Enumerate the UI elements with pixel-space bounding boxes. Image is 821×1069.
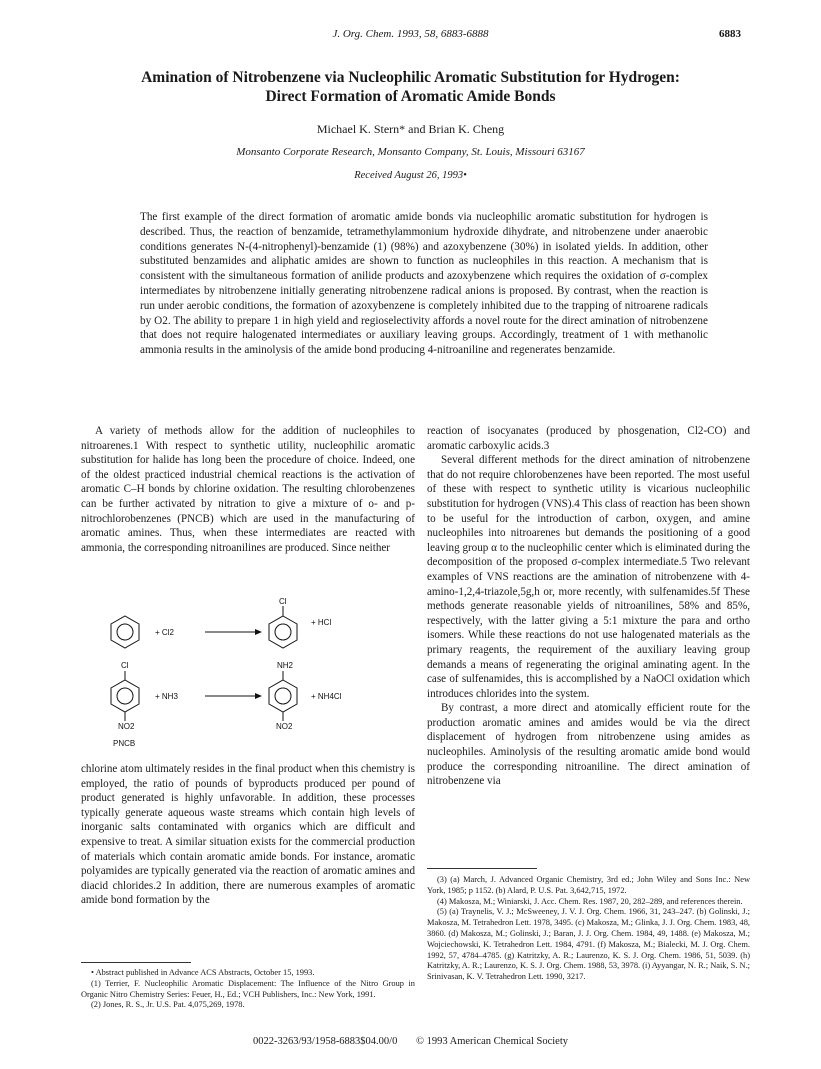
- left-column-bottom: [81, 762, 415, 908]
- body-paragraph: reaction of isocyanates (produced by phosgenation, Cl2-CO) and aromatic carboxylic acids.3: [427, 425, 750, 452]
- nitroaniline-ring: [269, 671, 297, 721]
- footnote: (3) (a) March, J. Advanced Organic Chemistry, 3rd ed.; John Wiley and Sons Inc.: New York, 1985; p 1152. (b) Alard, P. U.S. Pat. 3,642,715, 1972.: [427, 875, 750, 895]
- arrowhead-2: [255, 693, 262, 699]
- article-code: 0022-3263/93/1958-6883$04.00/0: [252, 1036, 398, 1047]
- footnote-divider: [81, 962, 191, 963]
- left-column-top: [81, 424, 415, 555]
- byproduct-nh4cl: + NH4Cl: [311, 692, 342, 701]
- right-column: [427, 424, 750, 789]
- footnotes-left: [81, 968, 415, 1011]
- byproduct-hcl: + HCl: [311, 618, 332, 627]
- footnote: (5) (a) Traynelis, V. J.; McSweeney, J. V. J. Org. Chem. 1966, 31, 243–247. (b) Golinski, J.; Makosza, M. Tetrahedron Lett. 1978, 3495. (c) Makosza, M.; Glinka, J. J. Org. Chem. 1983, 48, 3860. (d) Makosza, M.; Golinski, J.; Baran, J. J. Org. Chem. 1984, 49, 1488. (e) Makosza, M.; Wojciechowski, K. Tetrahedron Lett. 1984, 4791. (f) Makosza, M.; Bialecki, M. J. Org. Chem. 1992, 57, 4784–4785. (g) Katritzky, A. R.; Laurenzo, K. S. J. Org. Chem. 1986, 51, 5039. (h) Katritzky, A. R.; Laurenzo, K. S. J. Org. Chem. 1988, 53, 3978. (i) Ayyangar, N. R.; Naik, S. N.; Srinivasan, K. V. Tetrahedron Lett. 1990, 3217.: [427, 907, 750, 982]
- footnote: (4) Makosza, M.; Winiarski, J. Acc. Chem. Res. 1987, 20, 282–289, and references therein.: [437, 896, 743, 906]
- pncb-no2: NO2: [118, 722, 135, 731]
- received-date: Received August 26, 1993•: [354, 170, 467, 181]
- product-no2: NO2: [276, 722, 293, 731]
- chlorobenzene-ring: [269, 606, 297, 648]
- page-footer: [0, 1036, 821, 1047]
- pncb-cl: Cl: [121, 661, 129, 670]
- pncb-ring: [111, 671, 139, 721]
- pncb-label: PNCB: [113, 739, 136, 748]
- body-paragraph: A variety of methods allow for the addition of nucleophiles to nitroarenes.1 With respect to synthetic utility, nucleophilic aromatic substitution for halide has long been the procedure of choice. Indeed, one of the oldest practiced industrial chemical reactions is the activation of aromatic C–H bonds by chlorine oxidation. The resulting chlorobenzenes can be further activated by nitration to give a mixture of o- and p-nitrochlorobenzenes (PNCB) which are used in the manufacturing of aromatic amines. Thus, when these intermediates are reacted with ammonia, the corresponding nitroanilines are produced. Since neither: [81, 425, 415, 554]
- footnote: (1) Terrier, F. Nucleophilic Aromatic Displacement: The Influence of the Nitro Group in Organic Nitro Chemistry Series: Feuer, H., Ed.; VCH Publishers, Inc.: New York, 1991.: [81, 978, 415, 999]
- product-nh2: NH2: [277, 661, 294, 670]
- footnote: (2) Jones, R. S., Jr. U.S. Pat. 4,075,269, 1978.: [91, 1000, 245, 1010]
- substituent-cl: Cl: [279, 597, 287, 606]
- authors: Michael K. Stern* and Brian K. Cheng: [316, 122, 505, 136]
- body-paragraph: chlorine atom ultimately resides in the final product when this chemistry is employed, the ratio of pounds of byproducts produced per pound of product generated is highly unfavorable. In addition, these processes typically generate aqueous waste streams which contain high levels of inorganic salts contaminated with organics which are difficult and expensive to treat. A similar situation exists for the commercial production of materials which contain aromatic amide bonds. For instance, aromatic polyamides are typically generated via the reaction of aromatic amines and diacid chlorides.2 In addition, there are numerous examples of aromatic amide bond formation by the: [81, 763, 415, 907]
- reagent-nh3: + NH3: [155, 692, 178, 701]
- page-number: 6883: [719, 28, 741, 40]
- reagent-cl2: + Cl2: [155, 628, 174, 637]
- copyright: © 1993 American Chemical Society: [415, 1036, 569, 1047]
- article-title: Amination of Nitrobenzene via Nucleophilic Aromatic Substitution for Hydrogen: Direct Formation of Aromatic Amide Bonds: [141, 69, 680, 105]
- benzene-ring-1: [111, 616, 139, 648]
- body-paragraph: Several different methods for the direct amination of nitrobenzene that do not require chlorobenzenes have been reported. The most useful of these with respect to synthetic utility is vicarious nucleophilic substitution for hydrogen (VNS).4 This class of reaction has been shown to be useful for the introduction of carbon, oxygen, and amine nucleophiles into nitroarenes but demands the positioning of a good leaving group α to the nucleophilic center which is eliminated during the decomposition of the proposed σ-complex intermediate.5 Two relevant examples of VNS reactions are the amination of nitrobenzene with 4-amino-1,2,4-triazole,5g,h or, more recently, with sulfenamides.5f These methods generate reasonable yields of nitroanilines, 58% and 85%, respectively, with the latter giving a 5:1 mixture the para and ortho isomers. While these reactions do not use halogenated materials as the primary reagents, the requirement of the auxiliary leaving group demands a means of regenerating the original aminating agent. In the case of sulfenamides, this is accomplished by a NaOCl oxidation which introduces chlorides into the system.: [427, 454, 751, 700]
- abstract: The first example of the direct formation of aromatic amide bonds via nucleophilic aromatic substitution for hydrogen is described. Thus, the reaction of benzamide, tetramethylammonium hydroxide dihydrate, and nitrobenzene under anaerobic conditions generates N-(4-nitrophenyl)-benzamide (1) (98%) and azoxybenzene (30%) in isolated yields. In addition, other substituted benzamides and aliphatic amides are shown to function as nucleophiles in this reaction. A mechanism that is consistent with the simultaneous formation of anilide products and azoxybenzene which requires the oxidation of σ-complex intermediates by nitrobenzene initially generating nitrobenzene radical anions is proposed. By contrast, when the reaction is run under aerobic conditions, the formation of azoxybenzene is completely inhibited due to the trapping of nitroarene radicals by O2. The ability to prepare 1 in high yield and regioselectivity affords a novel route for the direct amination of nitrobenzene that does not require halogenated intermediates or auxiliary leaving groups. Accordingly, treatment of 1 with methanolic ammonia results in the aminolysis of the amide bond producing 4-nitroaniline and regenerates benzamide.: [140, 211, 708, 357]
- footnote-divider: [427, 868, 537, 869]
- footnotes-right: [427, 875, 750, 983]
- reaction-scheme: [95, 596, 415, 761]
- arrowhead-1: [255, 629, 262, 635]
- body-paragraph: By contrast, a more direct and atomically efficient route for the production aromatic amines and amides would be via the direct displacement of hydrogen from nitrobenzene using amides as nucleophiles. Aminolysis of the resulting aromatic amide bond would produce the corresponding nitroaniline. The direct amination of nitrobenzene via: [427, 702, 750, 788]
- running-header-journal: J. Org. Chem. 1993, 58, 6883-6888: [332, 28, 489, 40]
- affiliation: Monsanto Corporate Research, Monsanto Company, St. Louis, Missouri 63167: [236, 146, 585, 158]
- footnote: • Abstract published in Advance ACS Abstracts, October 15, 1993.: [91, 968, 315, 977]
